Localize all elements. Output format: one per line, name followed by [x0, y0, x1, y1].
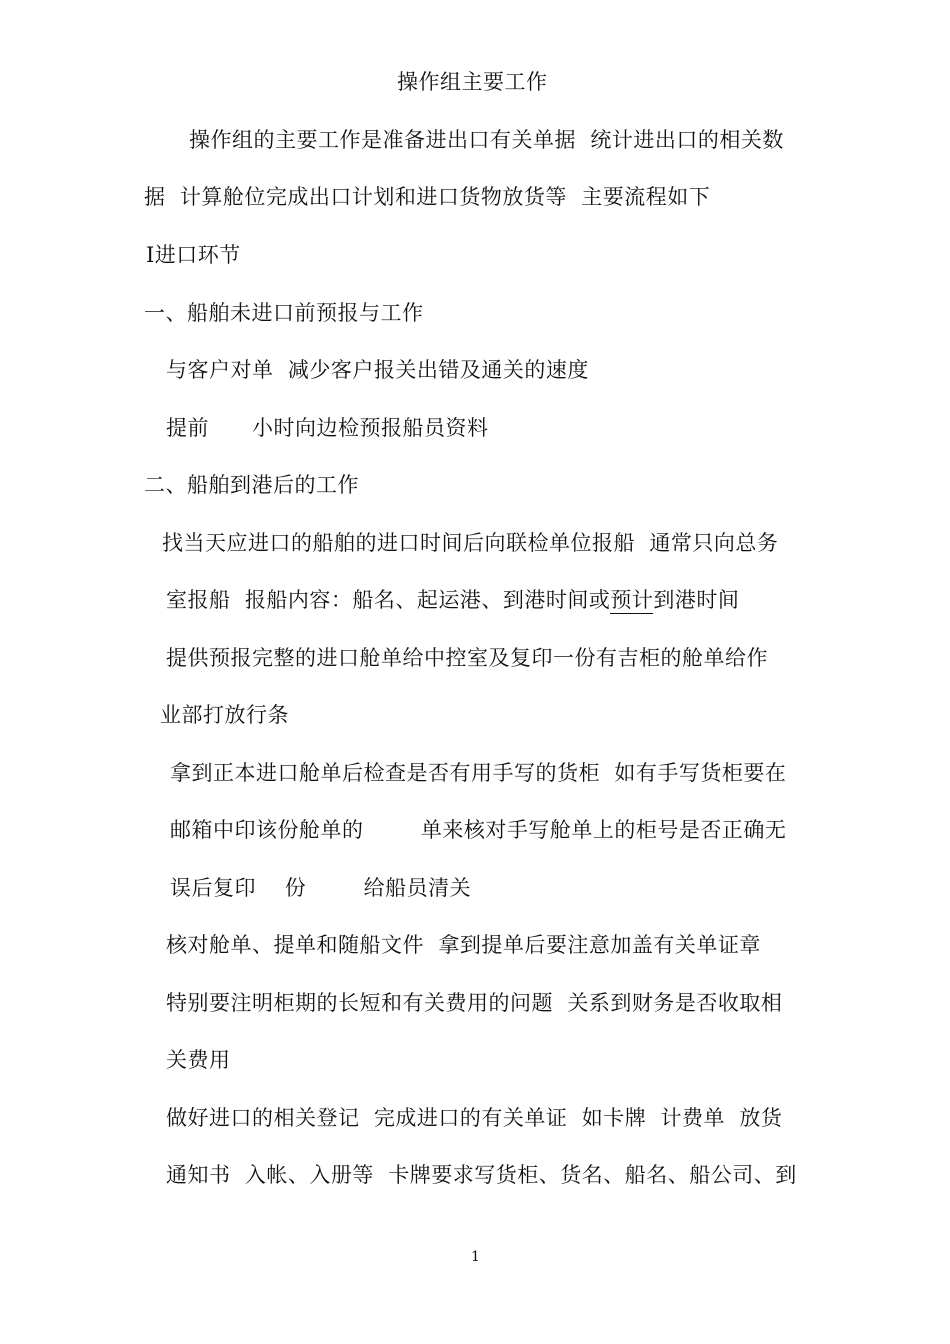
- paragraph-line: 操作组的主要工作是准备进出口有关单据 统计进出口的相关数: [189, 128, 784, 152]
- paragraph-line: 关费用: [166, 1048, 231, 1072]
- paragraph-line: 与客户对单 减少客户报关出错及通关的速度: [166, 358, 589, 382]
- section-heading: 一、船舶未进口前预报与工作: [144, 301, 424, 325]
- paragraph-line: 拿到正本进口舱单后检查是否有用手写的货柜 如有手写货柜要在: [170, 761, 787, 785]
- paragraph-line: [166, 587, 739, 613]
- paragraph-line: 据 计算舱位完成出口计划和进口货物放货等 主要流程如下: [144, 185, 711, 209]
- page-number: 1: [471, 1249, 480, 1265]
- document-title: 操作组主要工作: [397, 70, 548, 94]
- paragraph-line: 找当天应进口的船舶的进口时间后向联检单位报船 通常只向总务: [162, 531, 779, 555]
- paragraph-line: 提前 小时向边检预报船员资料: [166, 416, 489, 440]
- paragraph-line: 做好进口的相关登记 完成进口的有关单证 如卡牌 计费单 放货: [166, 1106, 783, 1130]
- section-heading: Ⅰ进口环节: [146, 243, 241, 267]
- line-text: 到港时间: [653, 588, 740, 612]
- section-heading: 二、船舶到港后的工作: [144, 473, 359, 497]
- paragraph-line: 邮箱中印该份舱单的 单来核对手写舱单上的柜号是否正确无: [170, 818, 787, 842]
- paragraph-line: 特别要注明柜期的长短和有关费用的问题 关系到财务是否收取相: [166, 991, 783, 1015]
- paragraph-line: 误后复印 份 给船员清关: [170, 876, 472, 900]
- underlined-text: 预计: [610, 588, 654, 612]
- paragraph-line: 提供预报完整的进口舱单给中控室及复印一份有吉柜的舱单给作: [166, 646, 768, 670]
- paragraph-line: 业部打放行条: [160, 703, 289, 727]
- paragraph-line: 核对舱单、提单和随船文件 拿到提单后要注意加盖有关单证章: [166, 933, 761, 957]
- paragraph-line: 通知书 入帐、入册等 卡牌要求写货柜、货名、船名、船公司、到: [166, 1163, 797, 1187]
- line-text: 室报船 报船内容：船名、起运港、到港时间或: [166, 588, 611, 612]
